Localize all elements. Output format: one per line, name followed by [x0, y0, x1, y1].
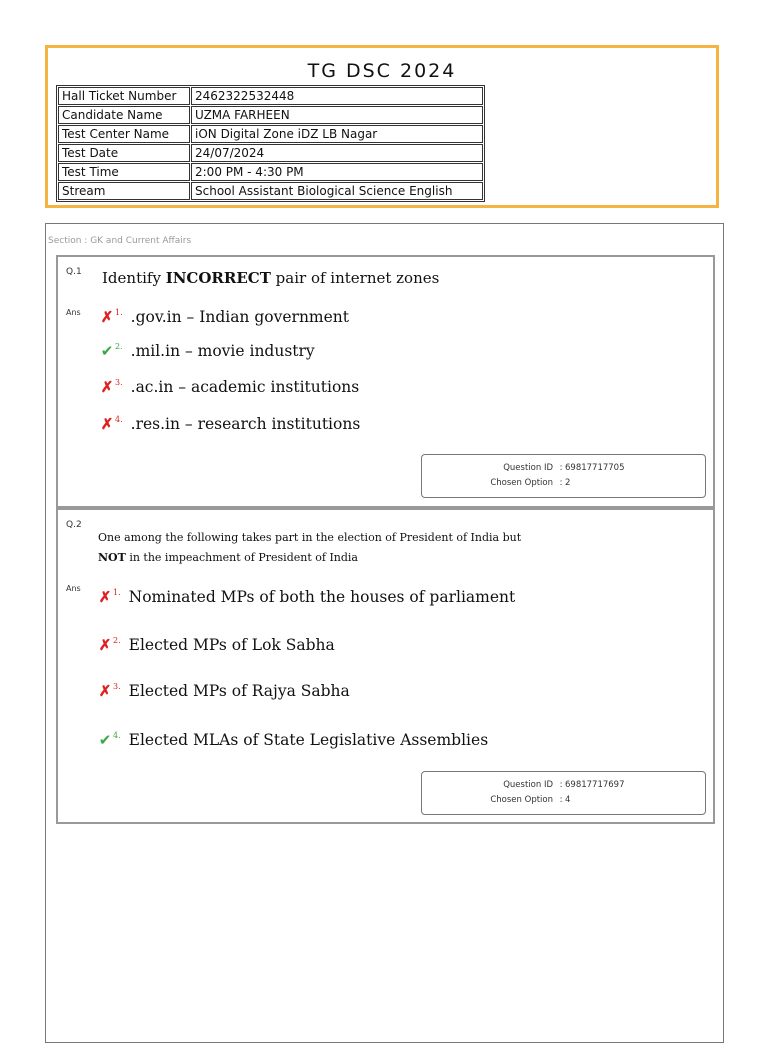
option-1 — [100, 308, 349, 326]
chosen-option-row — [422, 795, 705, 805]
separator: : — [559, 795, 563, 805]
question-text-part: in the impeachment of President of India — [125, 551, 358, 564]
candidate-info-table — [56, 85, 485, 202]
question-id-label: Question ID — [503, 780, 553, 790]
cross-icon: ✗ — [100, 378, 114, 396]
question-id-label: Question ID — [503, 463, 553, 473]
option-text: Elected MLAs of State Legislative Assemblies — [128, 731, 489, 749]
option-number: 3. — [115, 378, 123, 387]
check-icon: ✔ — [98, 731, 112, 749]
chosen-option-label: Chosen Option — [490, 478, 553, 488]
answer-label: Ans — [66, 584, 81, 593]
test-center-label: Test Center Name — [58, 125, 190, 143]
question-info-box — [421, 771, 706, 815]
table-row — [58, 125, 483, 143]
candidate-header — [45, 45, 719, 208]
table-row — [58, 144, 483, 162]
answer-label: Ans — [66, 308, 81, 317]
option-text: .ac.in – academic institutions — [130, 378, 360, 396]
cross-icon: ✗ — [98, 588, 112, 606]
test-date-value: 24/07/2024 — [191, 144, 483, 162]
option-number: 1. — [113, 588, 121, 597]
question-id-value: 69817717697 — [565, 780, 625, 790]
separator: : — [559, 780, 563, 790]
table-row — [58, 163, 483, 181]
option-number: 2. — [113, 636, 121, 645]
question-number: Q.1 — [66, 267, 82, 277]
question-info-box — [421, 454, 706, 498]
option-number: 2. — [115, 342, 123, 351]
cross-icon: ✗ — [100, 415, 114, 433]
question-number: Q.2 — [66, 520, 82, 530]
table-row — [58, 87, 483, 105]
stream-label: Stream — [58, 182, 190, 200]
separator: : — [559, 478, 563, 488]
option-text: Nominated MPs of both the houses of parliament — [128, 588, 516, 606]
stream-value: School Assistant Biological Science English — [191, 182, 483, 200]
candidate-name-value: UZMA FARHEEN — [191, 106, 483, 124]
question-text-bold: INCORRECT — [165, 269, 271, 287]
candidate-name-label: Candidate Name — [58, 106, 190, 124]
option-number: 1. — [115, 308, 123, 317]
chosen-option-row — [422, 478, 705, 488]
option-number: 4. — [115, 415, 123, 424]
test-time-label: Test Time — [58, 163, 190, 181]
question-text-line — [98, 548, 521, 568]
option-4 — [100, 415, 360, 433]
test-date-label: Test Date — [58, 144, 190, 162]
question-text — [102, 269, 439, 287]
question-id-value: 69817717705 — [565, 463, 625, 473]
option-3 — [100, 378, 359, 396]
chosen-option-value: 4 — [565, 795, 571, 805]
hall-ticket-label: Hall Ticket Number — [58, 87, 190, 105]
question-card-1 — [56, 255, 715, 508]
question-text-bold: NOT — [98, 551, 126, 564]
question-id-row — [422, 463, 705, 473]
option-text: Elected MPs of Lok Sabha — [128, 636, 335, 654]
separator: : — [559, 463, 563, 473]
question-text-part: pair of internet zones — [270, 269, 440, 287]
exam-title: TG DSC 2024 — [307, 60, 457, 82]
question-text — [98, 528, 521, 568]
question-card-2 — [56, 508, 715, 824]
option-number: 3. — [113, 682, 121, 691]
option-text: Elected MPs of Rajya Sabha — [128, 682, 350, 700]
table-row — [58, 106, 483, 124]
question-text-part: Identify — [102, 269, 166, 287]
option-2 — [98, 636, 335, 654]
cross-icon: ✗ — [98, 636, 112, 654]
option-text: .res.in – research institutions — [130, 415, 361, 433]
question-text-line: One among the following takes part in the election of President of India but — [98, 531, 522, 544]
section-label: Section : GK and Current Affairs — [48, 236, 192, 246]
option-4 — [98, 731, 488, 749]
option-text: .gov.in – Indian government — [130, 308, 350, 326]
check-icon: ✔ — [100, 342, 114, 360]
option-text: .mil.in – movie industry — [130, 342, 315, 360]
option-2 — [100, 342, 315, 360]
question-id-row — [422, 780, 705, 790]
test-time-value: 2:00 PM - 4:30 PM — [191, 163, 483, 181]
test-center-value: iON Digital Zone iDZ LB Nagar — [191, 125, 483, 143]
chosen-option-value: 2 — [565, 478, 571, 488]
option-1 — [98, 588, 515, 606]
cross-icon: ✗ — [98, 682, 112, 700]
response-sheet — [45, 223, 724, 1043]
cross-icon: ✗ — [100, 308, 114, 326]
table-row — [58, 182, 483, 200]
option-3 — [98, 682, 350, 700]
option-number: 4. — [113, 731, 121, 740]
chosen-option-label: Chosen Option — [490, 795, 553, 805]
hall-ticket-value: 2462322532448 — [191, 87, 483, 105]
